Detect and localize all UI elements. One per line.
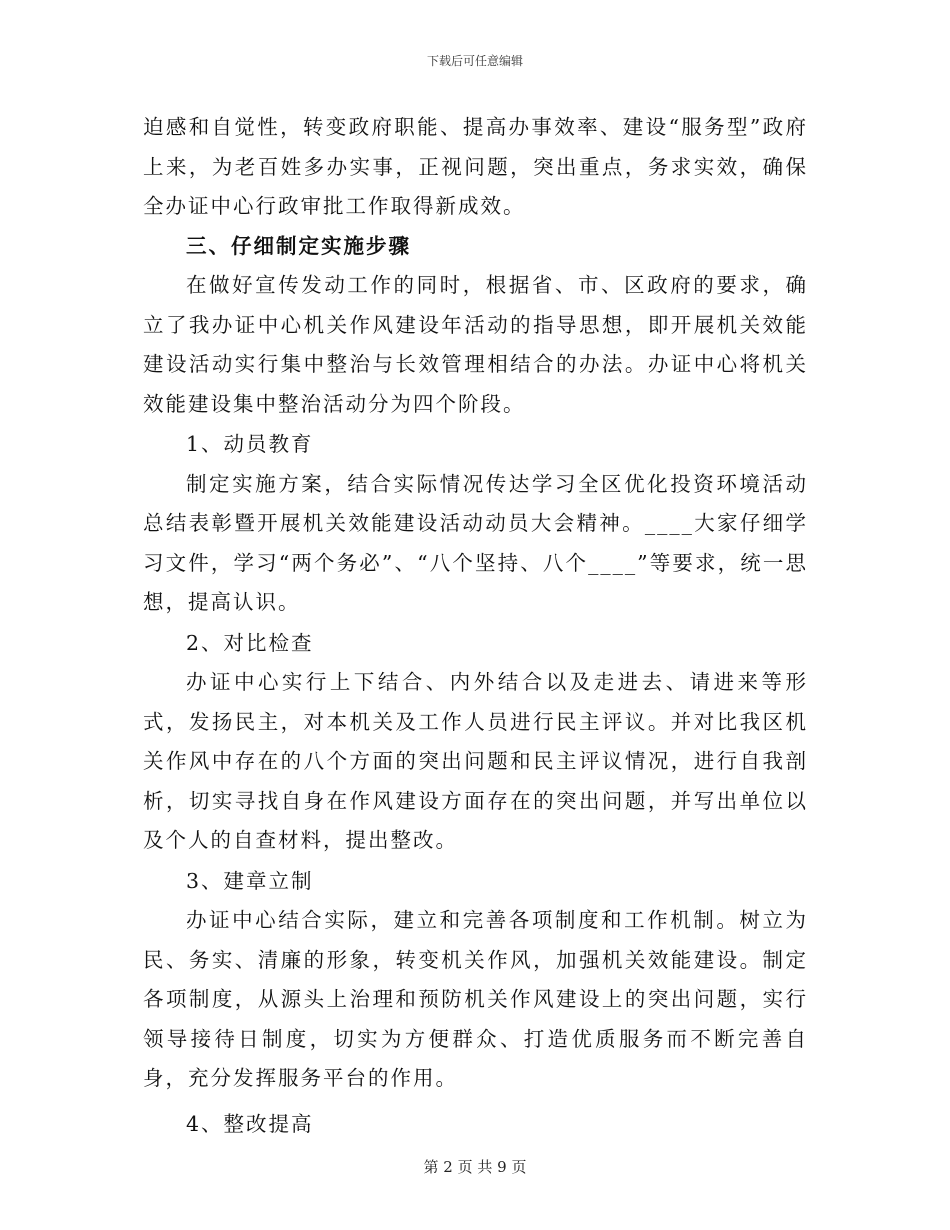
paragraph: 办证中心实行上下结合、内外结合以及走进去、请进来等形式，发扬民主，对本机关及工作人员进行民主评议。并对比我区机关作风中存在的八个方面的突出问题和民主评议情况，进行自我剖析，切实寻找自身在作风建设方面存在的突出问题，并写出单位以及个人的自查材料，提出整改。 xyxy=(143,670,808,852)
subheading-3: 3、建章立制 xyxy=(186,868,314,893)
page-header: 下载后可任意编辑 xyxy=(426,54,523,68)
paragraph-continued: 迫感和自觉性，转变政府职能、提高办事效率、建设“服务型”政府上来，为老百姓多办实事，正视问题，突出重点，务求实效，确保全办证中心行政审批工作取得新成效。 xyxy=(143,115,808,218)
paragraph: 制定实施方案，结合实际情况传达学习全区优化投资环境活动总结表彰暨开展机关效能建设活动动员大会精神。____大家仔细学习文件，学习“两个务必”、“八个坚持、八个____”等要求，统一思想，提高认识。 xyxy=(143,471,808,614)
subheading-2: 2、对比检查 xyxy=(186,630,314,655)
section-heading: 三、仔细制定实施步骤 xyxy=(186,233,411,258)
subheading-1: 1、动员教育 xyxy=(186,432,314,456)
paragraph: 在做好宣传发动工作的同时，根据省、市、区政府的要求，确立了我办证中心机关作风建设年活动的指导思想，即开展机关效能建设活动实行集中整治与长效管理相结合的办法。办证中心将机关效能建设集中整治活动分为四个阶段。 xyxy=(143,273,808,416)
page-number: 第 2 页 共 9 页 xyxy=(423,1158,527,1176)
paragraph: 办证中心结合实际，建立和完善各项制度和工作机制。树立为民、务实、清廉的形象，转变机关作风，加强机关效能建设。制定各项制度，从源头上治理和预防机关作风建设上的突出问题，实行领导接待日制度，切实为方便群众、打造优质服务而不断完善自身，充分发挥服务平台的作用。 xyxy=(143,908,808,1090)
document-body xyxy=(143,108,808,1144)
subheading-4: 4、整改提高 xyxy=(186,1111,314,1136)
